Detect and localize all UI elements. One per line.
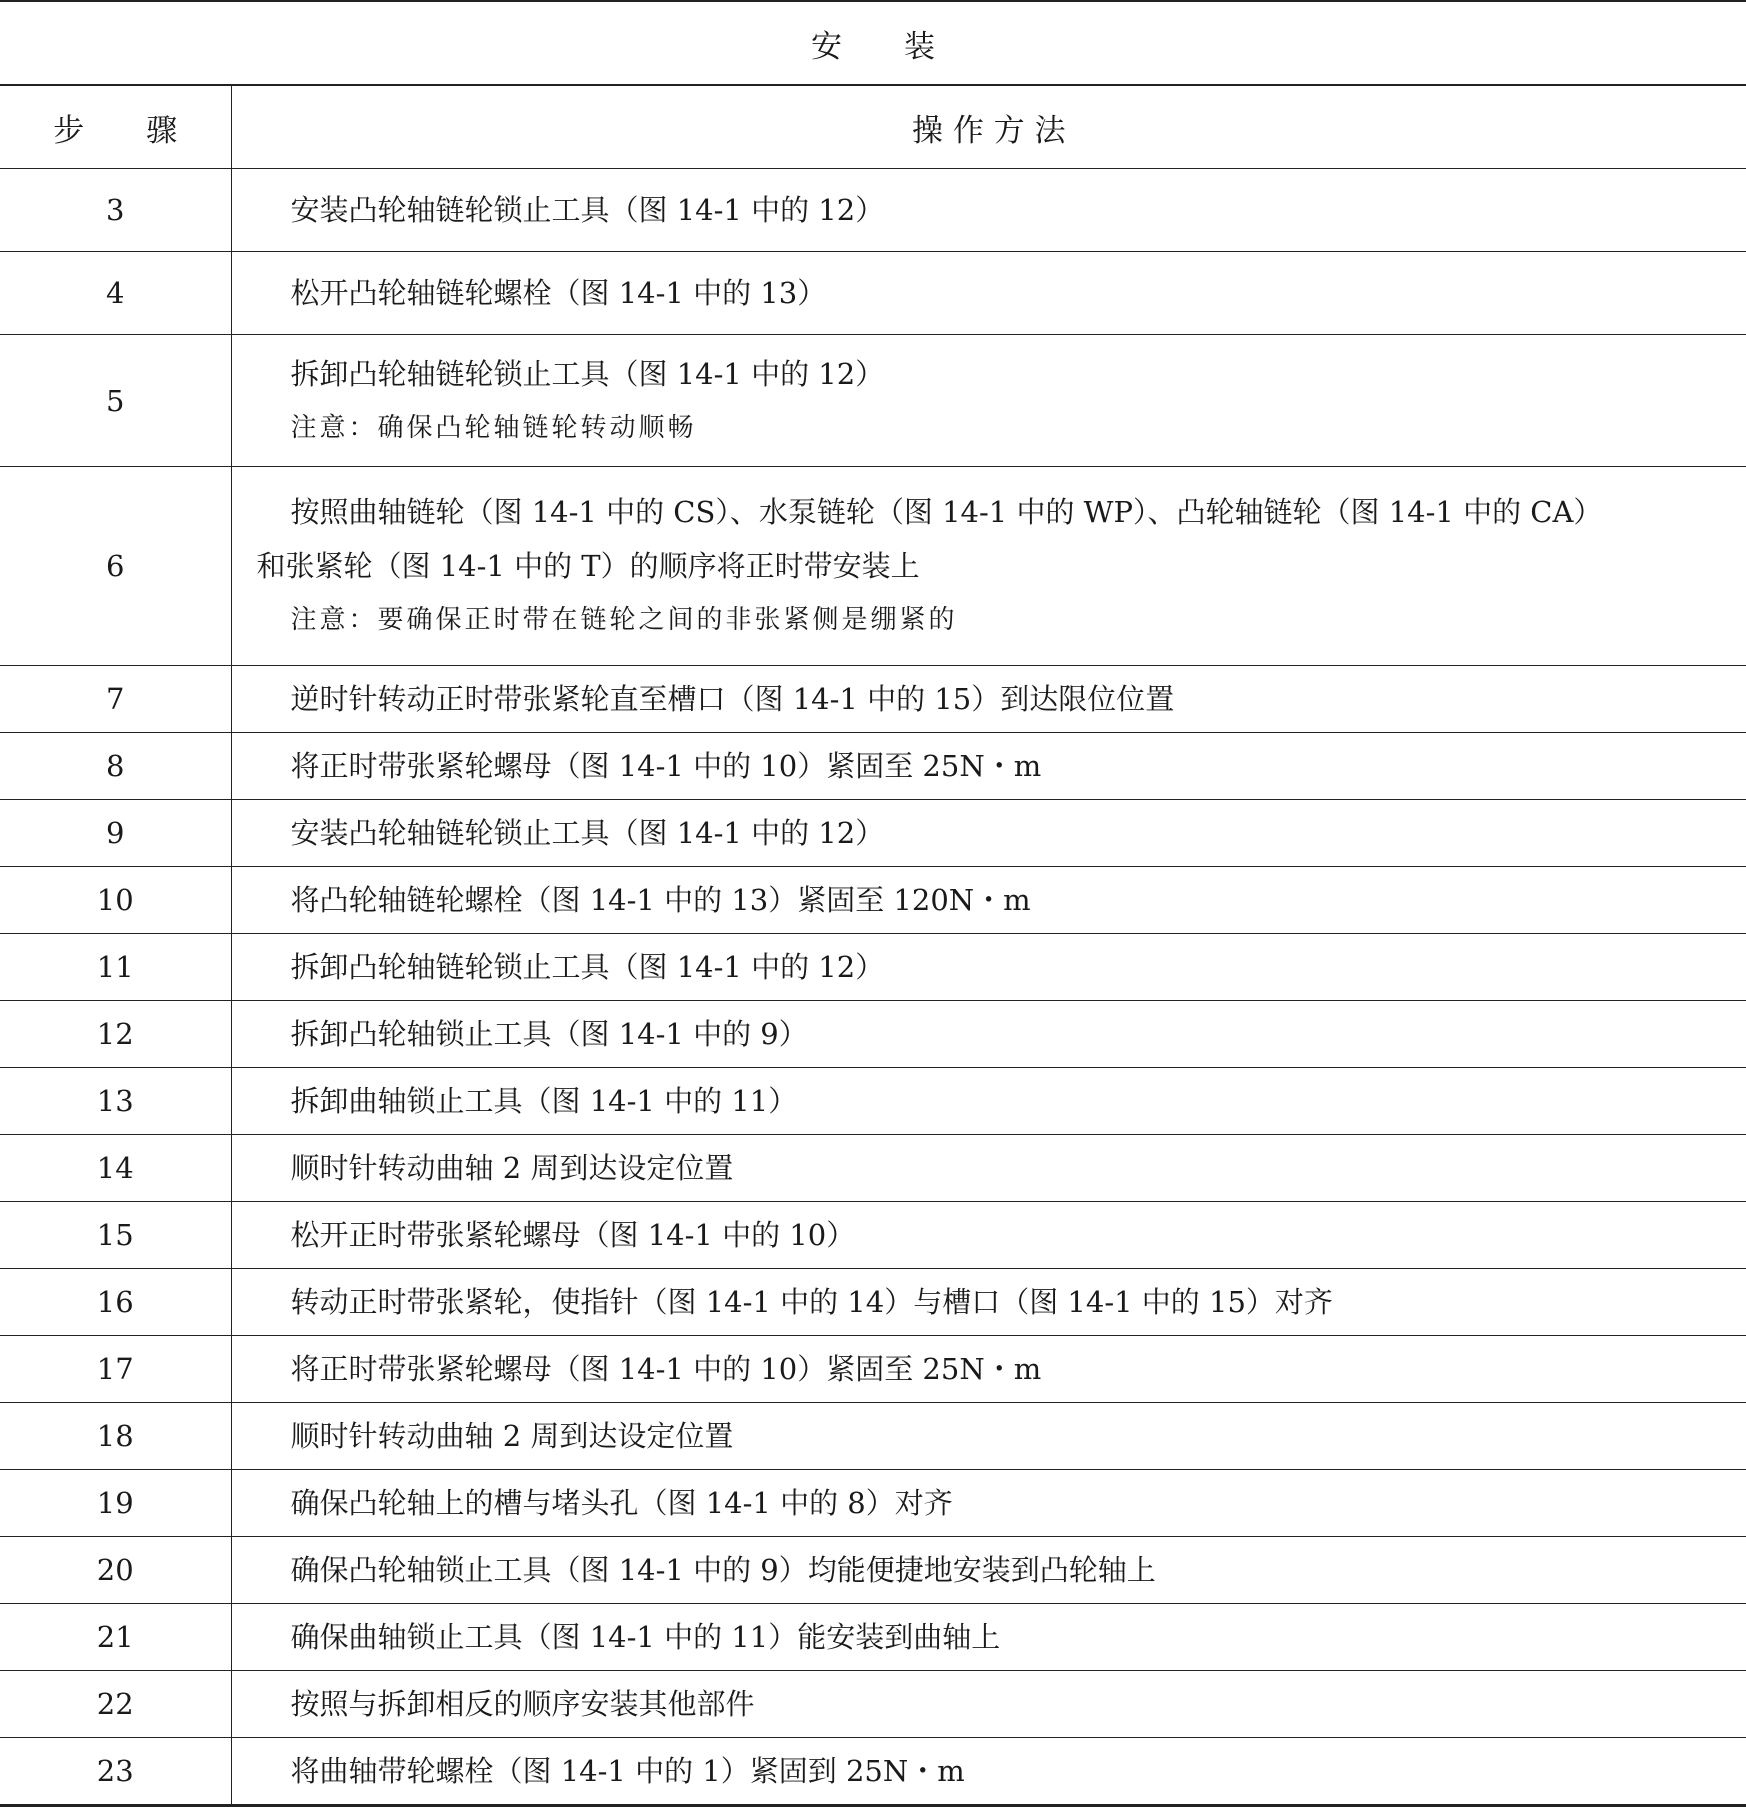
method-text: 将正时带张紧轮螺母（图 14-1 中的 10）紧固至 25N・m xyxy=(290,1352,1042,1386)
method-text: 按照曲轴链轮（图 14-1 中的 CS）、水泵链轮（图 14-1 中的 WP）、凸轮轴链轮（图 14-1 中的 CA） xyxy=(290,495,1603,529)
method-text: 松开正时带张紧轮螺母（图 14-1 中的 10） xyxy=(290,1218,856,1252)
method-cell xyxy=(231,252,1746,335)
table-row xyxy=(0,666,1746,733)
method-text: 按照与拆卸相反的顺序安装其他部件 xyxy=(290,1687,755,1721)
step-number: 9 xyxy=(0,800,231,867)
method-cell xyxy=(231,1269,1746,1336)
method-text: 确保凸轮轴上的槽与堵头孔（图 14-1 中的 8）对齐 xyxy=(290,1486,953,1520)
step-number: 8 xyxy=(0,733,231,800)
method-text: 逆时针转动正时带张紧轮直至槽口（图 14-1 中的 15）到达限位位置 xyxy=(290,682,1175,716)
method-cell xyxy=(231,666,1746,733)
step-number: 7 xyxy=(0,666,231,733)
table-row xyxy=(0,867,1746,934)
table-row xyxy=(0,733,1746,800)
method-text: 将正时带张紧轮螺母（图 14-1 中的 10）紧固至 25N・m xyxy=(290,749,1042,783)
table-title-row xyxy=(0,1,1746,85)
method-cell xyxy=(231,1001,1746,1068)
method-cell xyxy=(231,1068,1746,1135)
step-number: 18 xyxy=(0,1403,231,1470)
table-row xyxy=(0,252,1746,335)
table-row xyxy=(0,467,1746,666)
method-cell xyxy=(231,1135,1746,1202)
table-row xyxy=(0,1470,1746,1537)
method-text: 确保曲轴锁止工具（图 14-1 中的 11）能安装到曲轴上 xyxy=(290,1620,1001,1654)
table-row xyxy=(0,934,1746,1001)
method-text: 和张紧轮（图 14-1 中的 T）的顺序将正时带安装上 xyxy=(256,549,920,583)
step-number: 16 xyxy=(0,1269,231,1336)
table-title: 安 装 xyxy=(0,1,1746,85)
step-number: 6 xyxy=(0,467,231,666)
method-text: 顺时针转动曲轴 2 周到达设定位置 xyxy=(290,1151,734,1185)
method-text: 安装凸轮轴链轮锁止工具（图 14-1 中的 12） xyxy=(290,816,885,850)
step-number: 21 xyxy=(0,1604,231,1671)
method-cell xyxy=(231,934,1746,1001)
table-row xyxy=(0,1671,1746,1738)
table-row xyxy=(0,335,1746,467)
method-cell xyxy=(231,800,1746,867)
step-number: 4 xyxy=(0,252,231,335)
step-number: 22 xyxy=(0,1671,231,1738)
step-number: 20 xyxy=(0,1537,231,1604)
table-row xyxy=(0,800,1746,867)
method-cell xyxy=(231,1202,1746,1269)
method-cell xyxy=(231,733,1746,800)
method-cell xyxy=(231,867,1746,934)
step-number: 13 xyxy=(0,1068,231,1135)
table-row xyxy=(0,1202,1746,1269)
table-row xyxy=(0,1604,1746,1671)
table-row xyxy=(0,1135,1746,1202)
table-row xyxy=(0,1269,1746,1336)
table-row xyxy=(0,169,1746,252)
method-text: 拆卸凸轮轴锁止工具（图 14-1 中的 9） xyxy=(290,1017,808,1051)
table-row xyxy=(0,1336,1746,1403)
step-number: 19 xyxy=(0,1470,231,1537)
method-cell xyxy=(231,335,1746,467)
step-number: 5 xyxy=(0,335,231,467)
method-text: 松开凸轮轴链轮螺栓（图 14-1 中的 13） xyxy=(290,276,827,310)
method-cell xyxy=(231,1470,1746,1537)
method-text: 确保凸轮轴锁止工具（图 14-1 中的 9）均能便捷地安装到凸轮轴上 xyxy=(290,1553,1156,1587)
method-cell xyxy=(231,169,1746,252)
method-cell xyxy=(231,1403,1746,1470)
method-text: 拆卸曲轴锁止工具（图 14-1 中的 11） xyxy=(290,1084,798,1118)
step-number: 12 xyxy=(0,1001,231,1068)
header-row xyxy=(0,85,1746,169)
step-number: 14 xyxy=(0,1135,231,1202)
table-row xyxy=(0,1001,1746,1068)
method-text: 将凸轮轴链轮螺栓（图 14-1 中的 13）紧固至 120N・m xyxy=(290,883,1031,917)
step-number: 10 xyxy=(0,867,231,934)
method-text: 将曲轴带轮螺栓（图 14-1 中的 1）紧固到 25N・m xyxy=(290,1754,965,1788)
method-text: 拆卸凸轮轴链轮锁止工具（图 14-1 中的 12） xyxy=(290,356,885,391)
method-cell xyxy=(231,1336,1746,1403)
step-number: 23 xyxy=(0,1738,231,1806)
method-cell xyxy=(231,1671,1746,1738)
method-cell xyxy=(231,1604,1746,1671)
table-row xyxy=(0,1068,1746,1135)
step-number: 17 xyxy=(0,1336,231,1403)
method-text: 顺时针转动曲轴 2 周到达设定位置 xyxy=(290,1419,734,1453)
header-method: 操 作 方 法 xyxy=(231,85,1746,169)
table-row xyxy=(0,1738,1746,1806)
header-step: 步 骤 xyxy=(0,85,231,169)
method-text: 拆卸凸轮轴链轮锁止工具（图 14-1 中的 12） xyxy=(290,950,885,984)
step-number: 3 xyxy=(0,169,231,252)
method-note: 注意：确保凸轮轴链轮转动顺畅 xyxy=(290,412,697,443)
method-cell xyxy=(231,1738,1746,1806)
step-number: 15 xyxy=(0,1202,231,1269)
method-note: 注意：要确保正时带在链轮之间的非张紧侧是绷紧的 xyxy=(290,605,958,635)
method-cell xyxy=(231,1537,1746,1604)
method-text: 安装凸轮轴链轮锁止工具（图 14-1 中的 12） xyxy=(290,193,885,227)
method-cell xyxy=(231,467,1746,666)
method-text: 转动正时带张紧轮，使指针（图 14-1 中的 14）与槽口（图 14-1 中的 15）对齐 xyxy=(290,1285,1333,1319)
table-row xyxy=(0,1403,1746,1470)
step-number: 11 xyxy=(0,934,231,1001)
table-row xyxy=(0,1537,1746,1604)
